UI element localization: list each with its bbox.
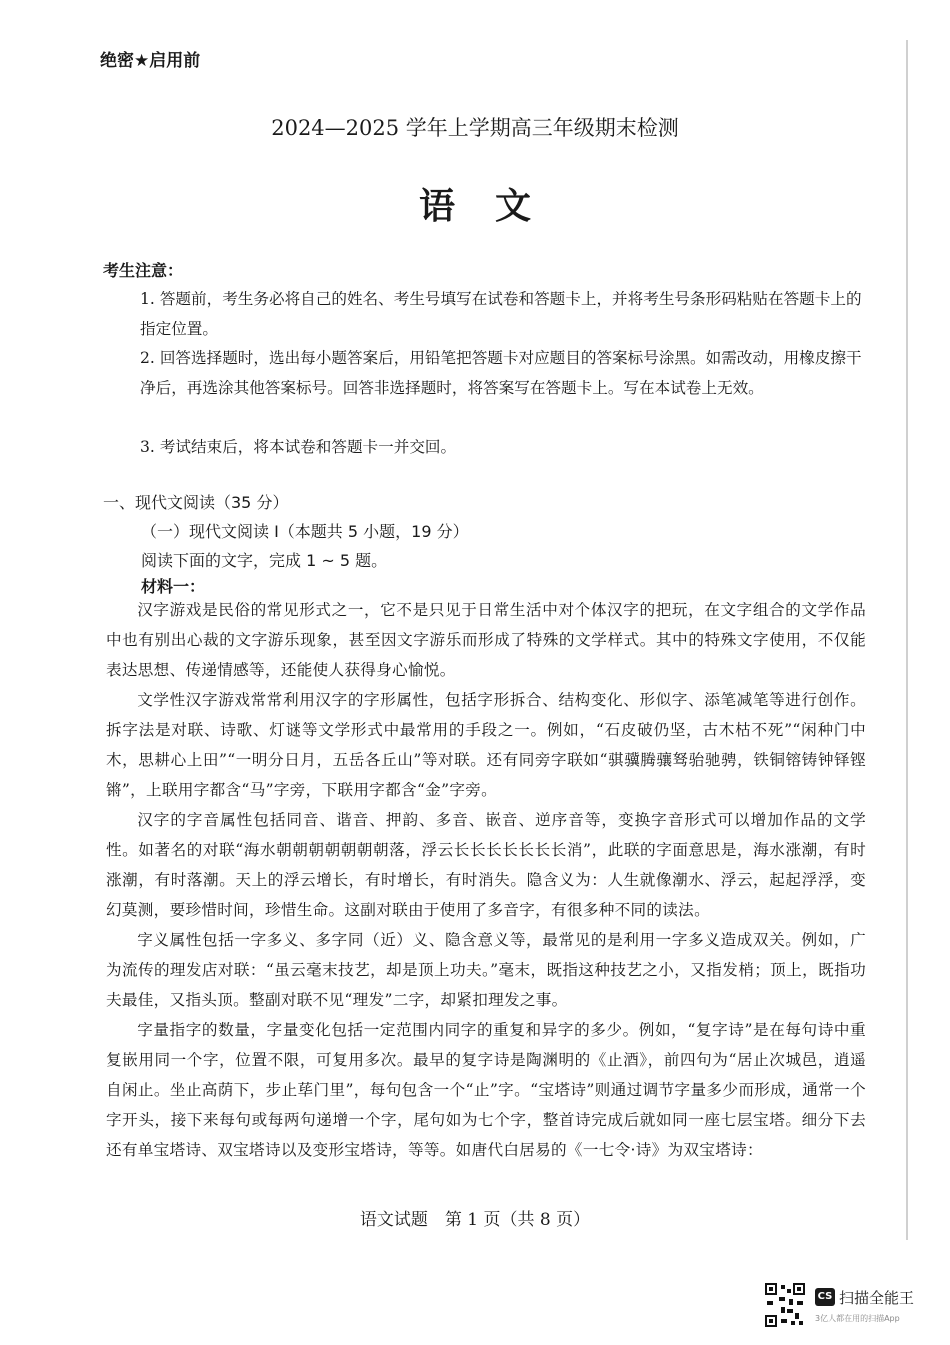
- scanner-tagline: 3亿人都在用的扫描App: [815, 1314, 900, 1323]
- section-heading: 一、现代文阅读（35 分）: [103, 493, 289, 512]
- sub-section-heading: （一）现代文阅读 I（本题共 5 小题，19 分）: [141, 522, 469, 541]
- paragraph: 汉字游戏是民俗的常见形式之一，它不是只见于日常生活中对个体汉字的把玩，在文字组合的文学作品中也有别出心裁的文字游乐现象，甚至因文字游乐而形成了特殊的文学样式。其中的特殊文字使用，不仅能表达思想、传递情感等，还能使人获得身心愉悦。: [106, 601, 866, 679]
- confidential-label: 绝密★启用前: [100, 51, 201, 71]
- paragraph: 汉字的字音属性包括同音、谐音、押韵、多音、嵌音、逆序音等，变换字音形式可以增加作品的文学性。如著名的对联“海水朝朝朝朝朝朝朝落，浮云长长长长长长长消”，此联的字面意思是，海水涨潮，有时涨潮，有时落潮。天上的浮云增长，有时增长，有时消失。隐含义为：人生就像潮水、浮云，起起浮浮，变幻莫测，要珍惜时间，珍惜生命。这副对联由于使用了多音字，有很多种不同的读法。: [106, 811, 866, 919]
- scanner-app-name: 扫描全能王: [839, 1289, 915, 1307]
- material-body: [106, 595, 866, 1165]
- scanner-logo-icon: CS: [815, 1288, 835, 1306]
- subject-title: 语文: [418, 185, 571, 227]
- paragraph: 字义属性包括一字多义、多字同（近）义、隐含意义等，最常见的是利用一字多义造成双关。例如，广为流传的理发店对联：“虽云毫末技艺，却是顶上功夫。”毫末，既指这种技艺之小，又指发梢；顶上，既指功夫最佳，又指头顶。整副对联不见“理发”二字，却紧扣理发之事。: [106, 931, 866, 1009]
- notice-heading: 考生注意：: [103, 261, 184, 280]
- notice-item: 3. 考试结束后，将本试卷和答题卡一并交回。: [140, 438, 457, 456]
- material-label: 材料一：: [141, 577, 206, 596]
- page-footer: 语文试题 第 1 页（共 8 页）: [359, 1210, 591, 1230]
- paragraph: 字量指字的数量，字量变化包括一定范围内同字的重复和异字的多少。例如，“复字诗”是在每句诗中重复嵌用同一个字，位置不限，可复用多次。最早的复字诗是陶渊明的《止酒》，前四句为“居止次城邑，逍遥自闲止。坐止高荫下，步止荜门里”，每句包含一个“止”字。“宝塔诗”则通过调节字量多少而形成，通常一个字开头，接下来每句或每两句递增一个字，尾句如为七个字，整首诗完成后就如同一座七层宝塔。细分下去还有单宝塔诗、双宝塔诗以及变形宝塔诗，等等。如唐代白居易的《一七令·诗》为双宝塔诗：: [106, 1021, 866, 1159]
- paragraph: 文学性汉字游戏常常利用汉字的字形属性，包括字形拆合、结构变化、形似字、添笔减笔等进行创作。拆字法是对联、诗歌、灯谜等文学形式中最常用的手段之一。例如，“石皮破仍坚，古木枯不死”“闲种门中木，思耕心上田”“一明分日月，五岳各丘山”等对联。还有同旁字联如“骐骥腾骧驽骀驰骋，铁铜镕铸钟铎铿锵”，上联用字都含“马”字旁，下联用字都含“金”字旁。: [106, 691, 866, 799]
- qr-code-icon: [765, 1283, 805, 1327]
- notice-item: 2. 回答选择题时，选出每小题答案后，用铅笔把答题卡对应题目的答案标号涂黑。如需改动，用橡皮擦干净后，再选涂其他答案标号。回答非选择题时，将答案写在答题卡上。写在本试卷上无效。: [140, 349, 862, 397]
- reading-instruction: 阅读下面的文字，完成 1 ~ 5 题。: [141, 551, 388, 570]
- exam-title: 2024—2025 学年上学期高三年级期末检测: [271, 116, 679, 140]
- notice-item: 1. 答题前，考生务必将自己的姓名、考生号填写在试卷和答题卡上，并将考生号条形码粘贴在答题卡上的指定位置。: [140, 290, 862, 338]
